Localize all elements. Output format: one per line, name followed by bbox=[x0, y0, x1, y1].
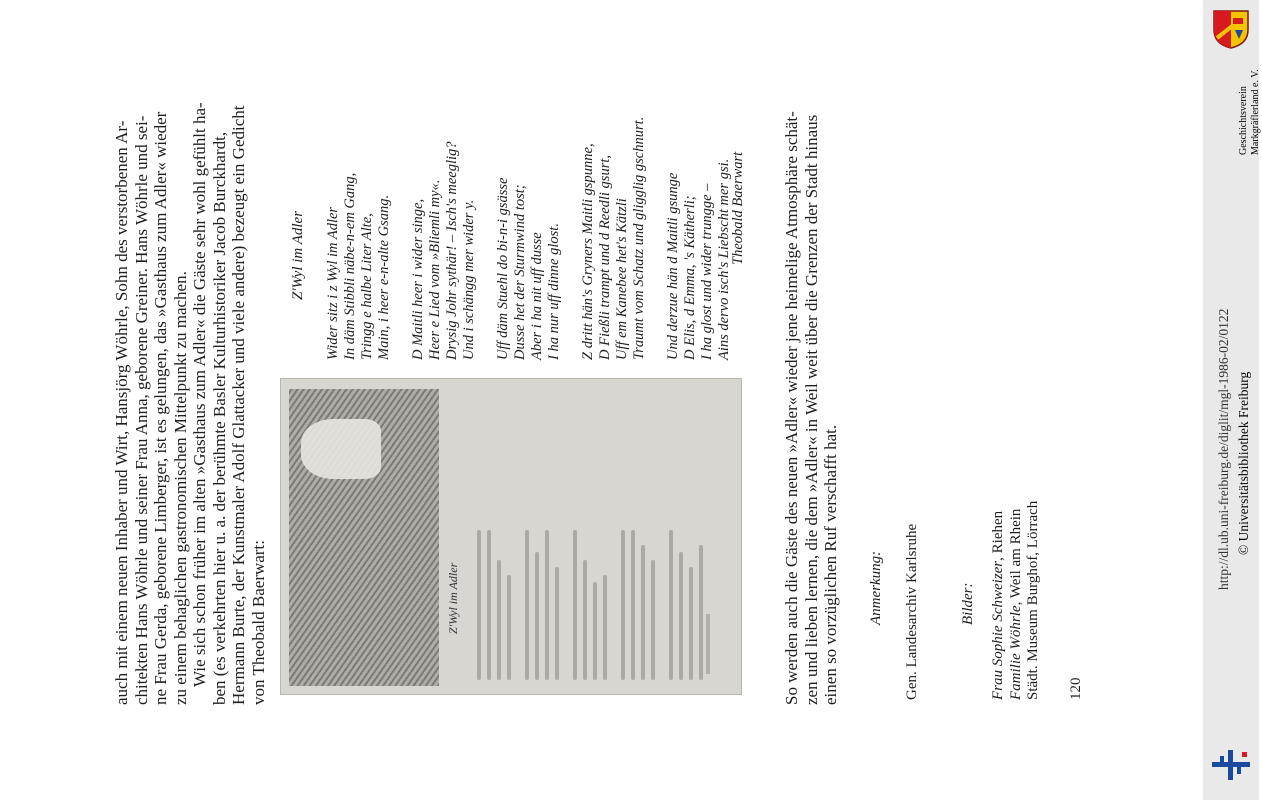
poem-line: Traumt vom Schatz und gligglig gschnurt. bbox=[631, 116, 647, 360]
credit-name: Familie Wöhrle bbox=[1007, 605, 1024, 700]
credit-line bbox=[990, 501, 1008, 700]
text-line: Hermann Burte, der Kunstmaler Adolf Glattacker und viele andere) bezeugt ein Gedicht bbox=[229, 105, 248, 705]
coat-of-arms-icon bbox=[1211, 8, 1251, 50]
ub-logo-icon bbox=[1211, 748, 1251, 782]
poem-line: Und derzue hän d Maitli gsunge bbox=[665, 172, 681, 360]
text-line: Wie sich schon früher im alten »Gasthaus zum Adler« die Gäste sehr wohl gefühlt ha- bbox=[190, 102, 209, 687]
text-line: So werden auch die Gäste des neuen »Adler« wieder jene heimelige Atmosphäre schät- bbox=[782, 111, 801, 705]
page-number: 120 bbox=[1068, 677, 1084, 700]
poem-author: Theobald Baerwart bbox=[730, 151, 746, 265]
poem-line: I ha glost und wider trungge – bbox=[699, 183, 715, 360]
poem-line: Und i schängg mer wider y. bbox=[461, 199, 477, 360]
illustration-caption: Z'Wyl im Adler bbox=[446, 562, 460, 634]
poem-line: Aber i ha nit uff dusse bbox=[529, 232, 545, 360]
poem-line: Dusse het der Sturmwind tost; bbox=[512, 184, 528, 360]
poem-line: I ha nur uff dinne glost. bbox=[546, 223, 562, 360]
text-line: zen und lieben lernen, die dem »Adler« in Weil weit über die Grenzen der Stadt hinaus bbox=[801, 114, 821, 705]
credit-place: Städt. Museum Burghof, Lörrach bbox=[1025, 500, 1041, 700]
pictures-heading: Bilder: bbox=[960, 582, 976, 625]
illustration-text-lines bbox=[471, 530, 709, 680]
poem-line: Z dritt hän's Gryners Maitli gspunne, bbox=[580, 143, 596, 360]
poem-line: Drysig Johr sythär! – Isch's meeglig? bbox=[444, 141, 460, 360]
poem-line: Ains dervo isch's Liebscht mer gsi. bbox=[716, 158, 732, 360]
text-line: auch mit einem neuen Inhaber und Wirt, Hansjörg Wöhrle, Sohn des verstorbenen Ar- bbox=[112, 120, 131, 705]
credit-name: Frau Sophie Schweizer bbox=[990, 560, 1006, 700]
poem-line: Tringg e halbe Liter Alte, bbox=[359, 213, 375, 360]
text-line: von Theobald Baerwart: bbox=[248, 540, 268, 705]
closing-paragraph bbox=[782, 25, 841, 705]
poem-stanza bbox=[495, 117, 563, 360]
figure-shape bbox=[301, 419, 381, 479]
poem-line: Uff em Kanebee het's Kätzli bbox=[614, 198, 630, 360]
poem-line: Heer e Lied vom »Bliemli my«. bbox=[427, 179, 443, 360]
poem-line: D Elis, d Emma, 's Kätherli; bbox=[682, 195, 698, 360]
poem-stanza bbox=[410, 117, 478, 360]
poem-title: Z'Wyl im Adler bbox=[290, 210, 306, 300]
copyright-notice: © Universitätsbibliothek Freiburg bbox=[1236, 371, 1251, 555]
credit-place: , Riehen bbox=[990, 510, 1006, 561]
poem-line: In däm Stibbli näbe-n-em Gang, bbox=[342, 172, 358, 360]
poem-line: Wider sitz i z Wyl im Adler bbox=[325, 206, 341, 360]
document-url-link[interactable]: http://dl.ub.uni-freiburg.de/diglit/mgl-1986-02/0122 bbox=[1216, 308, 1231, 590]
society-line: Geschichtsverein bbox=[1238, 86, 1249, 155]
poem-line: Main, i heer e-n-alte Gsang. bbox=[376, 194, 392, 360]
illustration-signature bbox=[706, 614, 710, 674]
text-line: ne Frau Gerda, geborene Limberger, ist es gelungen, das »Gasthaus zum Adler« wieder bbox=[151, 111, 170, 705]
poem-line: D Maitli heer i wider singe, bbox=[410, 198, 426, 360]
credit-line bbox=[1025, 501, 1043, 700]
poem bbox=[325, 117, 750, 360]
poem-stanza bbox=[580, 117, 648, 360]
note-source: Gen. Landesarchiv Karlsruhe bbox=[904, 523, 920, 700]
poem-illustration bbox=[280, 378, 742, 695]
poem-stanza bbox=[325, 117, 393, 360]
note-heading: Anmerkung: bbox=[868, 550, 884, 625]
intro-text bbox=[112, 25, 268, 705]
text-line: zu einem behaglichen gastronomischen Mittelpunkt zu machen. bbox=[170, 271, 190, 705]
picture-credits bbox=[990, 501, 1043, 700]
society-name bbox=[1238, 69, 1262, 155]
poem-line: D Fießli trampt und d Reedli gsurt, bbox=[597, 155, 613, 360]
society-line: Markgräflerland e. V. bbox=[1250, 69, 1261, 155]
text-line: einen so vorzüglichen Ruf verschafft hat. bbox=[821, 424, 840, 705]
text-line: chitekten Hans Wöhrle und seiner Frau Anna, geborene Greiner. Hans Wöhrle und sei- bbox=[131, 115, 151, 705]
text-line: ben (es verkehrten hier u. a. der berühmte Basler Kulturhistoriker Jacob Burckhardt, bbox=[209, 131, 229, 705]
credit-place: , Weil am Rhein bbox=[1007, 508, 1024, 606]
credit-line bbox=[1008, 501, 1026, 700]
poem-line: Uff däm Stuehl do bi-n-i gsässe bbox=[495, 177, 511, 360]
poem-stanza bbox=[665, 117, 733, 360]
